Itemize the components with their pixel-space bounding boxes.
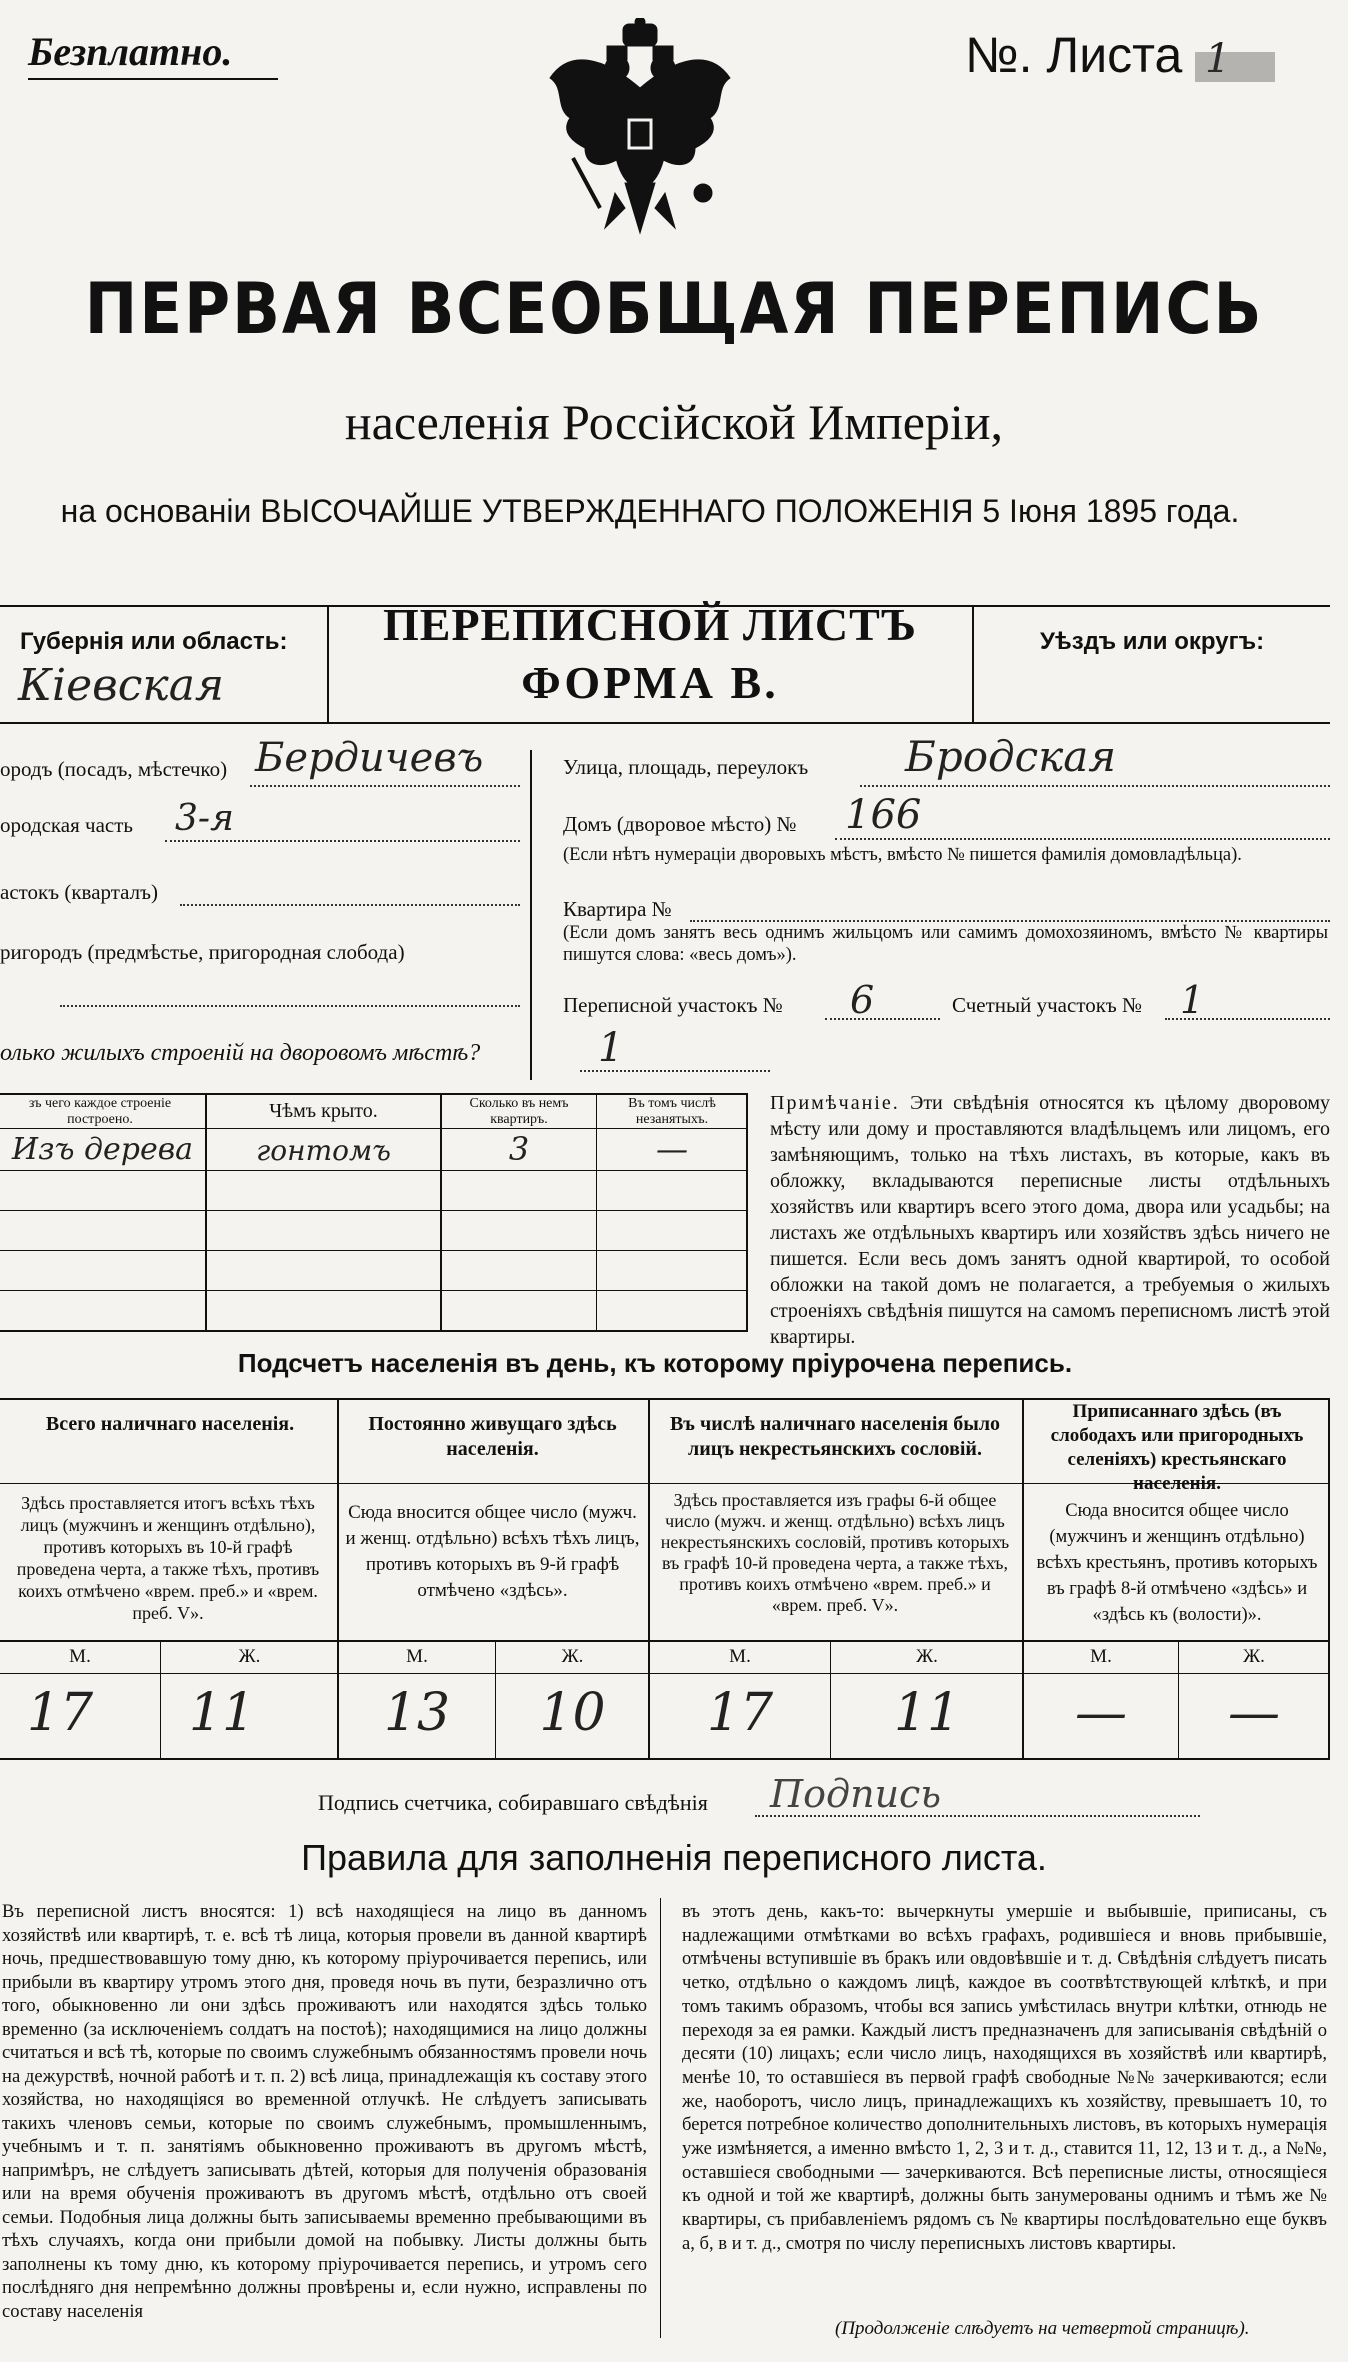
stamp-smudge [1195,52,1275,82]
count-col1-f-value: 11 [188,1683,256,1743]
note-text [770,1090,1330,1350]
buildings-question: олько жилыхъ строеній на дворовомъ мѣстѣ? [0,1040,481,1066]
count-area-label: Счетный участокъ № [952,993,1143,1017]
count-col4-desc: Сюда вносится общее число (мужчинъ и женщинъ отдѣльно) всѣхъ крестьянъ, противъ которыхъ въ графѣ 8-й отмѣчено «здѣсь» и «здѣсь къ (волости)». [1036,1501,1318,1625]
count-table-right [1328,1398,1330,1760]
sheet-number-value: 1 [1205,36,1231,82]
count-sub-div-4 [1178,1640,1179,1760]
form-label: ФОРМА В. [521,657,779,708]
buildings-row1-material: Изъ дерева [11,1132,194,1167]
count-col2-m-label: М. [406,1646,428,1667]
count-sub-div-3 [830,1640,831,1760]
count-col3-m-value: 17 [706,1683,774,1743]
count-table-mf-line [0,1673,1330,1674]
guberniya-value: Кіевская [18,660,225,711]
free-label-underline [28,78,278,80]
free-label: Безплатно. [28,29,233,74]
district-label: астокъ (кварталъ) [0,880,159,904]
count-col3-m-label: М. [729,1646,751,1667]
street-line [860,785,1330,787]
count-col3-desc: Здѣсь проставляется изъ графы 6-й общее число (мужч. и женщ. отдѣльно) всѣхъ лицъ некрестьянскихъ сословій, противъ которыхъ въ графѣ 10-й проведена черта, а также тѣхъ, противъ коихъ отмѣчено «врем. преб.» и «врем. преб. V». [660,1490,1010,1615]
apartment-label: Квартира № [563,897,672,921]
count-table-mf-top [0,1640,1330,1642]
rules-column-divider [660,1898,661,2338]
count-col2-m-value: 13 [383,1683,451,1743]
city-part-line [165,840,520,842]
count-col3-f-label: Ж. [916,1646,938,1667]
count-col2-desc: Сюда вносится общее число (мужч. и женщ. отдѣльно) всѣхъ тѣхъ лицъ, противъ которыхъ въ 9-й графѣ отмѣчено «здѣсь». [345,1502,640,1601]
address-column-divider [530,750,532,1080]
buildings-col4-header: Въ томъ числѣ незанятыхъ. [628,1096,716,1127]
buildings-table-row-line-4 [0,1290,748,1291]
count-col2-title: Постоянно живущаго здѣсь населенія. [368,1413,617,1460]
buildings-table-row-line-1 [0,1170,748,1171]
street-label: Улица, площадь, переулокъ [563,755,809,779]
signature-label: Подпись счетчика, собиравшаго свѣдѣнія [318,1790,708,1815]
buildings-col3-header: Сколько въ немъ квартиръ. [469,1096,569,1127]
census-area-label: Переписной участокъ № [563,993,783,1017]
form-header-bottom-line [0,722,1330,724]
note-heading: Примѣчаніе. [770,1092,900,1114]
count-sub-div-1 [160,1640,161,1760]
count-area-value: 1 [1180,978,1205,1022]
form-header-divider-right [972,605,974,724]
census-sheet-title: ПЕРЕПИСНОЙ ЛИСТЪ [382,599,918,650]
count-col1-f-label: Ж. [238,1646,261,1667]
note-body: Эти свѣдѣнія относятся къ цѣлому дворовому мѣсту или дому и проставляются владѣльцемъ или лицомъ, его замѣняющимъ, только на тѣхъ листахъ, въ которые, какъ въ обложку, вкладываются переписные листы отдѣльныхъ хозяйствъ или квартиръ всего этого дома, двора или усадьбы; на листахъ же отдѣльныхъ квартиръ или хозяйствъ здѣсь ничего не пишется. Если весь домъ занятъ одной квартирой, то особой обложки на такой домъ не полагается, а требуемыя о жилыхъ строеніяхъ свѣдѣнія пишутся на самомъ переписномъ листѣ этой квартиры. [770,1092,1331,1348]
uezd-label: Уѣздъ или округъ: [1040,628,1265,655]
count-area-line [1165,1018,1330,1020]
street-value: Бродская [905,732,1117,781]
count-heading: Подсчетъ населенія въ день, къ которому пріурочена перепись. [237,1348,1073,1378]
buildings-col1-header: зъ чего каждое строеніе построено. [28,1096,172,1127]
count-col3-f-value: 11 [893,1683,961,1743]
city-label: ородъ (посадъ, мѣстечко) [0,757,228,781]
census-area-value: 6 [850,978,875,1022]
buildings-table-header-line [0,1128,748,1129]
count-col4-f-value: — [1228,1683,1280,1743]
buildings-table-col-3 [596,1093,597,1332]
page-basis: на основаніи ВЫСОЧАЙШЕ УТВЕРЖДЕННАГО ПОЛОЖЕНІЯ 5 Іюня 1895 года. [60,493,1240,529]
guberniya-label: Губернія или область: [20,628,288,655]
buildings-table-row-line-3 [0,1250,748,1251]
page-title: ПЕРВАЯ ВСЕОБЩАЯ ПЕРЕПИСЬ [84,268,1264,350]
buildings-answer: 1 [598,1025,624,1071]
rules-heading: Правила для заполненія переписного листа. [301,1837,1047,1878]
buildings-table-col-4 [746,1093,748,1332]
count-col3-title: Въ числѣ наличнаго населенія было лицъ некрестьянскихъ сословій. [669,1413,1001,1460]
count-col1-m-value: 17 [26,1683,94,1743]
city-part-label: ородская часть [0,813,133,837]
city-line [250,785,520,787]
count-table-bottom [0,1758,1330,1760]
rules-continued: (Продолженіе слѣдуетъ на четвертой страницѣ). [835,2318,1250,2339]
count-col4-m-label: М. [1090,1646,1112,1667]
page-subtitle: населенія Россійской Имперіи, [344,394,1004,450]
count-sub-div-2 [495,1640,496,1760]
sheet-number-label: №. Листа [965,27,1183,83]
suburb-line [60,1005,520,1007]
house-line [835,838,1330,840]
buildings-table-top [0,1093,748,1095]
city-value: Бердичевъ [255,735,484,781]
house-label: Домъ (дворовое мѣсто) № [563,812,797,836]
count-col1-desc: Здѣсь проставляется итогъ всѣхъ тѣхъ лицъ (мужчинъ и женщинъ отдѣльно), противъ которыхъ въ 10-й графѣ проведена черта, а также тѣхъ, противъ коихъ отмѣчено «врем. преб.» и «врем. преб. V». [16,1493,320,1623]
buildings-table-col-1 [205,1093,207,1332]
signature-line [755,1815,1200,1817]
census-area-line [825,1018,940,1020]
suburb-label: ригородъ (предмѣстье, пригородная слобода) [0,940,405,964]
house-value: 166 [845,792,922,838]
apartment-note: (Если домъ занятъ весь однимъ жильцомъ или самимъ домохозяиномъ, вмѣсто № квартиры пишутся слова: «весь домъ»). [563,923,1328,965]
count-col1-m-label: М. [69,1646,91,1667]
count-col4-title: Приписаннаго здѣсь (въ слободахъ или пригородныхъ селеніяхъ) крестьянскаго населенія. [1050,1401,1304,1494]
count-col2-f-value: 10 [539,1683,606,1743]
count-col1-title: Всего наличнаго населенія. [45,1413,295,1435]
count-col4-f-label: Ж. [1243,1646,1265,1667]
buildings-table-bottom [0,1330,748,1332]
count-col2-f-label: Ж. [561,1646,584,1667]
buildings-row1-roof: гонтомъ [256,1134,391,1167]
buildings-table-col-2 [440,1093,442,1332]
buildings-answer-line [580,1070,770,1072]
form-header-divider-left [327,605,329,724]
buildings-col2-header: Чѣмъ крыто. [269,1100,378,1122]
rules-left-column: Въ переписной листъ вносятся: 1) всѣ находящіеся на лицо въ данномъ хозяйствѣ или квартирѣ, т. е. всѣ тѣ лица, которыя провели въ данной квартирѣ ночь, предшествовавшую тому дню, къ которому пріурочивается перепись, или прибыли въ квартиру утромъ этого дня, проведя ночь въ пути, безразлично отъ того, обыкновенно ли они здѣсь проживаютъ или находятся здѣсь только временно (за исключеніемъ солдатъ на постоѣ); находящимися на лицо должны считаться и всѣ тѣ, которые по своимъ служебнымъ обязанностямъ провели ночь на дежурствѣ, ночной работѣ и т. п. 2) всѣ лица, принадлежащія къ составу этого хозяйства, но находящіяся во временной отлучкѣ. Не слѣдуетъ записывать такихъ членовъ семьи, которые по своимъ служебнымъ, промышленнымъ, учебнымъ и т. п. занятіямъ обыкновенно проживаютъ въ другомъ мѣстѣ, напримѣръ, не слѣдуетъ записывать дѣтей, которыя для полученія образованія или на время обученія проживаютъ въ другомъ мѣстѣ, отдѣльно отъ своей семьи. Подобныя лица должны быть записываемы временно пребывающими въ тѣхъ случаяхъ, когда они прибыли домой на побывку. Листы должны быть заполнены къ тому дню, къ которому пріурочивается перепись, и утромъ сего послѣдняго дня непремѣнно должны провѣрены и, если нужно, исправлены по составу населенія [2,1901,647,2322]
buildings-table-row-line-2 [0,1210,748,1211]
rules-right-column: въ этотъ день, какъ-то: вычеркнуты умершіе и выбывшіе, приписаны, съ надлежащими отмѣтками во всѣхъ графахъ, родившіеся и вновь прибывшіе, отмѣчены вступившіе въ бракъ или овдовѣвшіе и т. д. Свѣдѣнія слѣдуетъ писать четко, отдѣльно о каждомъ лицѣ, каждое въ соотвѣтствующей клѣткѣ, и при томъ такимъ образомъ, чтобы вся запись умѣстилась внутри клѣтки, отнюдь не переходя за ея рамки. Каждый листъ предназначенъ для записыванія свѣдѣній о десяти (10) лицахъ; если число лицъ, находящихся въ хозяйствѣ или квартирѣ, менѣе 10, то оставшіеся въ первой графѣ свободные №№ зачеркиваются; если же, наоборотъ, число лицъ, принадлежащихъ къ хозяйству, превышаетъ 10, то берется потребное количество дополнительныхъ листовъ, въ которыхъ нумерація уже измѣняется, а именно вмѣсто 1, 2, 3 и т. д., ставится 11, 12, 13 и т. д., а №№, оставшіеся свободными — зачеркиваются. Всѣ переписные листы, относящіеся къ одной и той же квартирѣ, должны быть занумерованы однимъ и тѣмъ же № квартиры, съ прибавленіемъ рядомъ съ № квартиры послѣдовательно еще буквъ а, б, в и т. д., смотря по числу переписныхъ листовъ квартиры. [682,1901,1328,2254]
district-line [180,904,520,906]
city-part-value: 3-я [175,798,234,839]
house-note: (Если нѣтъ нумераціи дворовыхъ мѣстъ, вмѣсто № пишется фамилія домовладѣльца). [563,845,1242,865]
count-col4-m-value: — [1075,1683,1127,1743]
buildings-row1-apartments: 3 [508,1130,530,1168]
signature-value: Подпись [770,1772,942,1816]
buildings-row1-vacant: — [656,1130,688,1168]
imperial-eagle-icon [545,18,735,253]
